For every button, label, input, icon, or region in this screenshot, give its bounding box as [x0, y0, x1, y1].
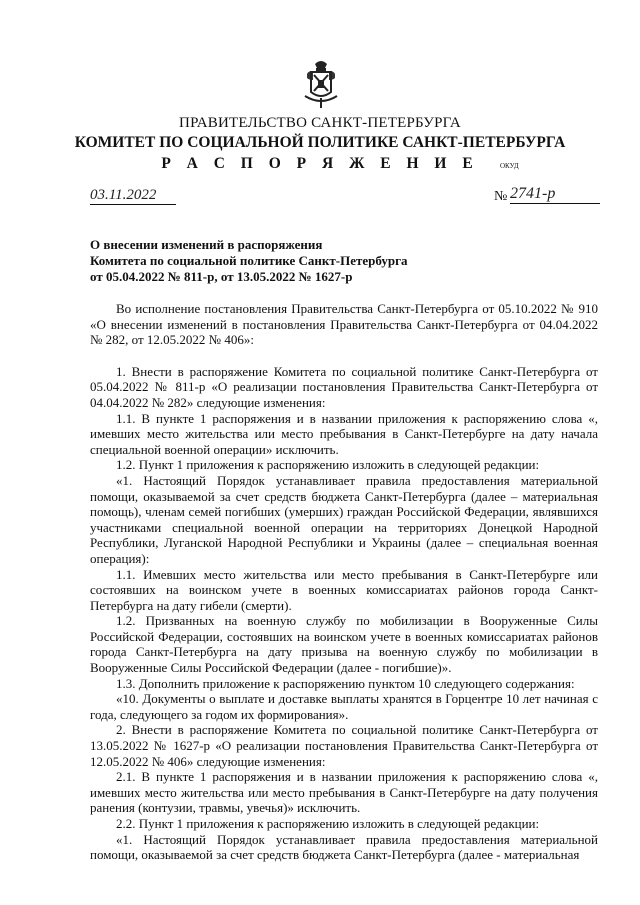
paragraph: Во исполнение постановления Правительства Санкт-Петербурга от 05.10.2022 № 910 «О внесении изменений в постановления Правительства Санкт-Петербурга от 04.04.2022 № 282, от 12.05.2022 № 406»:: [90, 301, 598, 348]
paragraph: «1. Настоящий Порядок устанавливает правила предоставления материальной помощи, оказываемой за счет средств бюджета Санкт-Петербурга (далее – материальная помощь), членам семей погибших (умерших) граждан Российской Федерации, являвшихся участниками специальной военной операции на территориях Донецкой Народной Республики, Луганской Народной Республики и Украины (далее – специальная военная операция):: [90, 472, 598, 566]
number-label: №: [494, 189, 508, 204]
paragraph: 2.2. Пункт 1 приложения к распоряжению изложить в следующей редакции:: [116, 816, 540, 831]
heading-line: О внесении изменений в распоряжения: [90, 237, 323, 252]
heading-line: Комитета по социальной политике Санкт-Петербурга: [90, 253, 408, 268]
paragraph: «1. Настоящий Порядок устанавливает правила предоставления материальной помощи, оказываемой за счет средств бюджета Санкт-Петербурга (далее - материальная: [90, 831, 598, 863]
document-body: [90, 301, 598, 863]
paragraph: 2.1. В пункте 1 распоряжения и в названии приложения к распоряжению слова «, имевших место жительства или место пребывания в Санкт-Петербурге на дату получения ранения (контузии, травмы, увечья)» исключить.: [90, 769, 598, 816]
document-type: Р А С П О Р Я Ж Е Н И Е: [161, 155, 479, 172]
paragraph: 2. Внести в распоряжение Комитета по социальной политике Санкт-Петербурга от 13.05.2022 № 1627-р «О реализации постановления Правительства Санкт-Петербурга от 12.05.2022 № 406» следующие изменения:: [90, 722, 598, 769]
paragraph: 1.1. Имевших место жительства или место пребывания в Санкт-Петербурге или состоявших на воинском учете в военных комиссариатах районов города Санкт-Петербурга на дату гибели (смерти).: [90, 566, 598, 613]
paragraph: 1. Внести в распоряжение Комитета по социальной политике Санкт-Петербурга от 05.04.2022 № 811-р «О реализации постановления Правительства Санкт-Петербурга от 04.04.2022 № 282» следующие изменения:: [90, 363, 598, 410]
government-name: ПРАВИТЕЛЬСТВО САНКТ-ПЕТЕРБУРГА: [179, 115, 461, 131]
paragraph: 1.2. Призванных на военную службу по мобилизации в Вооруженные Силы Российской Федерации, состоявших на воинском учете в военных комиссариатах районов города Санкт-Петербурга на дату призыва на военную службу по мобилизации в Вооруженные Силы Российской Федерации (далее - погибшие)».: [90, 613, 598, 676]
document-heading: [90, 237, 510, 285]
paragraph: «10. Документы о выплате и доставке выплаты хранятся в Горцентре 10 лет начиная с года, следующего за годом их формирования».: [90, 691, 598, 722]
paragraph: 1.3. Дополнить приложение к распоряжению пунктом 10 следующего содержания:: [116, 675, 575, 691]
okud-label: ОКУД: [500, 162, 519, 170]
heading-line: от 05.04.2022 № 811-р, от 13.05.2022 № 1627-р: [90, 269, 353, 284]
coat-of-arms-icon: [299, 58, 343, 110]
paragraph: 1.2. Пункт 1 приложения к распоряжению изложить в следующей редакции:: [116, 457, 540, 473]
paragraph: 1.1. В пункте 1 распоряжения и в названии приложения к распоряжению слова «, имевших место жительства или место пребывания в Санкт-Петербурге на дату начала специальной военной операции» исключить.: [90, 410, 598, 457]
document-number: 2741-р: [510, 185, 600, 204]
document-date: 03.11.2022: [90, 187, 176, 205]
committee-name: КОМИТЕТ ПО СОЦИАЛЬНОЙ ПОЛИТИКЕ САНКТ-ПЕТЕРБУРГА: [74, 134, 566, 151]
